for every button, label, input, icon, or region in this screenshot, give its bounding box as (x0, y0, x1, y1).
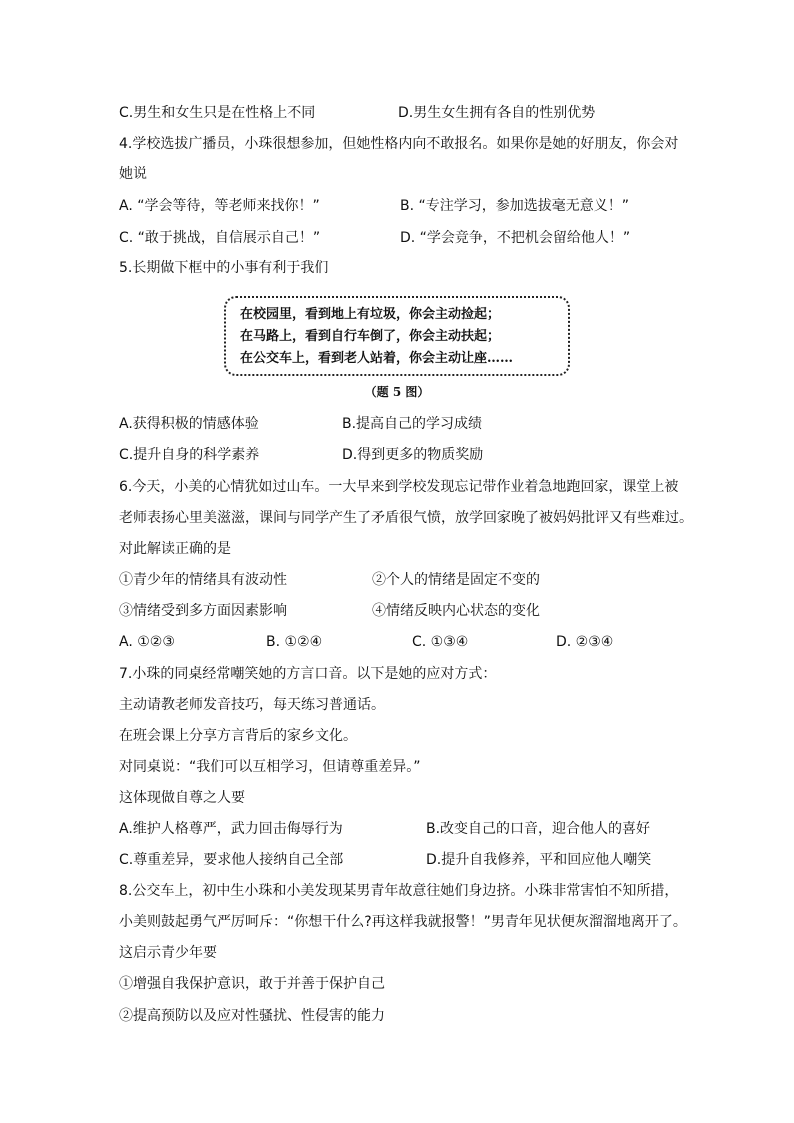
q8-stem-line1: 8.公交车上，初中生小珠和小美发现某男青年故意往她们身边挤。小珠非常害怕不知所措， (119, 883, 679, 899)
q3-option-d: D.男生女生拥有各自的性别优势 (398, 105, 596, 121)
q5-box-line1: 在校园里，看到地上有垃圾，你会主动捡起； (240, 307, 501, 322)
q4-option-b: B. “专注学习，参加选拔毫无意义！” (400, 198, 630, 214)
q8-item-1: ①增强自我保护意识，敢于并善于保护自己 (119, 976, 385, 992)
q8-stem-line3: 这启示青少年要 (119, 945, 217, 961)
q7-option-c: C.尊重差异，要求他人接纳自己全部 (119, 852, 344, 868)
q8-stem-line2: 小美则鼓起勇气严厉呵斥：“你想干什么?再这样我就报警！”男青年见状便灰溜溜地离开了。 (119, 914, 687, 930)
q4-option-d: D. “学会竞争，不把机会留给他人！” (400, 230, 631, 246)
q5-box-line3: 在公交车上，看到老人站着，你会主动让座…… (240, 351, 514, 366)
q6-option-d: D. ②③④ (556, 634, 614, 650)
q6-stem-line3: 对此解读正确的是 (119, 541, 231, 557)
q5-option-a: A.获得积极的情感体验 (119, 416, 259, 432)
q5-figure-caption: （题 5 图） (364, 385, 430, 399)
q6-stem-line1: 6.今天，小美的心情犹如过山车。一大早来到学校发现忘记带作业着急地跑回家，课堂上被 (119, 479, 679, 495)
q7-stem: 7.小珠的同桌经常嘲笑她的方言口音。以下是她的应对方式： (119, 666, 497, 682)
q7-option-d: D.提升自我修养，平和回应他人嘲笑 (426, 852, 652, 868)
q6-stem-line2: 老师表扬心里美滋滋，课间与同学产生了矛盾很气愤，放学回家晚了被妈妈批评又有些难过。 (119, 510, 693, 526)
q5-figure-box (224, 296, 570, 376)
q5-option-c: C.提升自身的科学素养 (119, 447, 260, 463)
q5-box-line2: 在马路上，看到自行车倒了，你会主动扶起； (240, 329, 501, 344)
q4-stem-line1: 4.学校选拔广播员，小珠很想参加，但她性格内向不敢报名。如果你是她的好朋友，你会对 (119, 136, 679, 152)
q5-stem: 5.长期做下框中的小事有利于我们 (119, 260, 329, 276)
q7-line-2: 在班会课上分享方言背后的家乡文化。 (119, 728, 357, 744)
q4-option-a: A. “学会等待，等老师来找你！” (119, 198, 320, 214)
q6-option-c: C. ①③④ (412, 634, 469, 650)
q7-line-3: 对同桌说：“我们可以互相学习，但请尊重差异。” (119, 759, 421, 775)
q7-line-1: 主动请教老师发音技巧，每天练习普通话。 (119, 697, 385, 713)
q4-stem-line2: 她说 (119, 166, 147, 182)
q5-option-d: D.得到更多的物质奖励 (342, 447, 484, 463)
q6-option-a: A. ①②③ (119, 634, 175, 650)
q5-option-b: B.提高自己的学习成绩 (342, 416, 483, 432)
q8-item-2: ②提高预防以及应对性骚扰、性侵害的能力 (119, 1008, 385, 1024)
q6-item-1: ①青少年的情绪具有波动性 (119, 572, 287, 588)
q6-item-2: ②个人的情绪是固定不变的 (372, 572, 540, 588)
q6-item-4: ④情绪反映内心状态的变化 (372, 603, 540, 619)
q7-option-b: B.改变自己的口音，迎合他人的喜好 (426, 821, 651, 837)
q7-line-4: 这体现做自尊之人要 (119, 790, 245, 806)
q4-option-c: C. “敢于挑战，自信展示自己！” (119, 230, 321, 246)
q6-option-b: B. ①②④ (266, 634, 323, 650)
q6-item-3: ③情绪受到多方面因素影响 (119, 603, 287, 619)
q3-option-c: C.男生和女生只是在性格上不同 (119, 105, 316, 121)
q7-option-a: A.维护人格尊严，武力回击侮辱行为 (119, 821, 343, 837)
